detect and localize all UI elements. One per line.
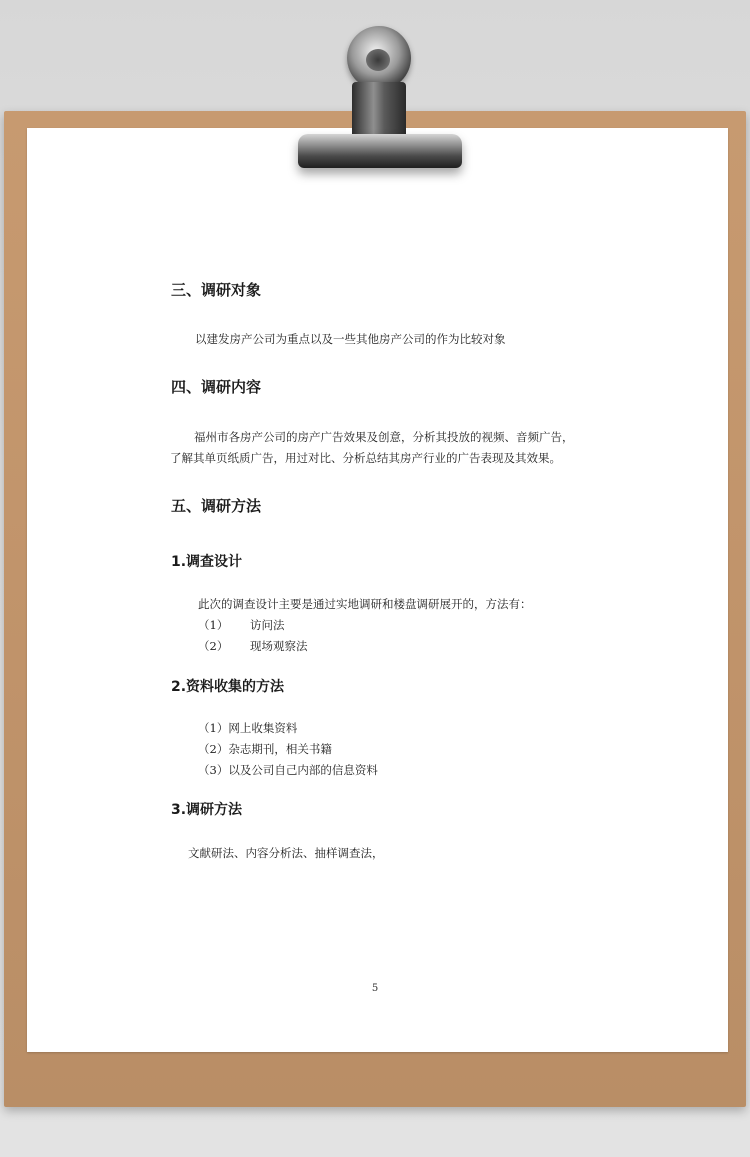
data-collection-item-2: （2）杂志期刊，相关书籍 <box>198 742 332 756</box>
survey-method-number-2: （2） <box>198 639 229 653</box>
section-heading-research-content: 四、调研内容 <box>171 378 262 396</box>
binder-clip-icon <box>298 134 462 168</box>
subheading-data-collection: 2.资料收集的方法 <box>171 679 285 695</box>
document-page <box>27 128 728 1052</box>
section-heading-research-method: 五、调研方法 <box>171 497 262 515</box>
binder-clip-hole <box>366 49 390 71</box>
research-content-line-1: 福州市各房产公司的房产广告效果及创意，分析其投放的视频、音频广告， <box>194 430 574 444</box>
binder-clip-neck <box>352 82 406 138</box>
page-number: 5 <box>371 983 379 994</box>
survey-method-number-1: （1） <box>198 618 229 632</box>
research-object-text: 以建发房产公司为重点以及一些其他房产公司的作为比较对象 <box>195 332 506 346</box>
survey-method-label-2: 现场观察法 <box>250 639 308 653</box>
data-collection-item-1: （1）网上收集资料 <box>198 721 298 735</box>
survey-method-label-1: 访问法 <box>250 618 285 632</box>
research-content-line-2: 了解其单页纸质广告，用过对比、分析总结其房产行业的广告表现及其效果。 <box>170 451 561 465</box>
data-collection-item-3: （3）以及公司自己内部的信息资料 <box>198 763 378 777</box>
subheading-research-method: 3.调研方法 <box>171 802 243 818</box>
research-method-text: 文献研法、内容分析法、抽样调查法， <box>188 846 384 860</box>
survey-design-intro: 此次的调查设计主要是通过实地调研和楼盘调研展开的，方法有： <box>198 597 532 611</box>
section-heading-research-object: 三、调研对象 <box>171 281 262 299</box>
subheading-survey-design: 1.调查设计 <box>171 554 243 570</box>
